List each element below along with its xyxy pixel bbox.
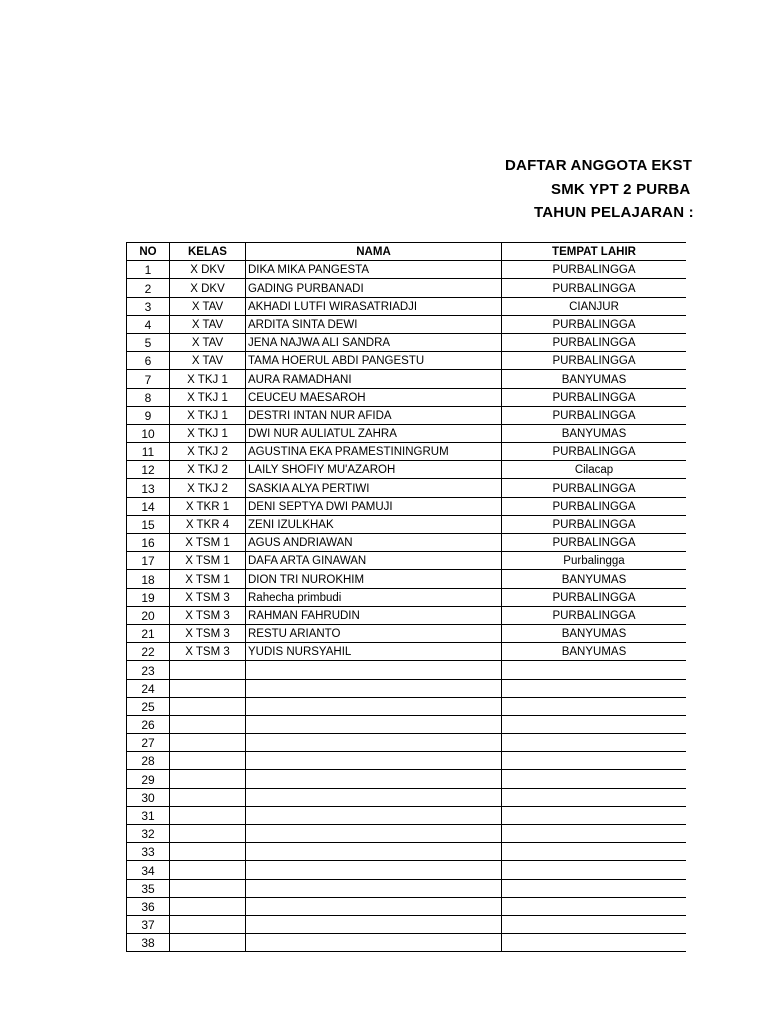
cell-kelas: X TSM 3: [170, 606, 246, 624]
cell-kelas: [170, 734, 246, 752]
cell-no: 10: [127, 424, 170, 442]
table-row: [127, 497, 687, 515]
cell-nama: DESTRI INTAN NUR AFIDA: [246, 406, 502, 424]
cell-tempat-lahir: [502, 806, 687, 824]
cell-tempat-lahir: [502, 879, 687, 897]
cell-nama: AGUSTINA EKA PRAMESTININGRUM: [246, 443, 502, 461]
cell-no: 8: [127, 388, 170, 406]
cell-nama: [246, 915, 502, 933]
cell-no: 28: [127, 752, 170, 770]
cell-no: 24: [127, 679, 170, 697]
cell-tempat-lahir: [502, 715, 687, 733]
cell-nama: [246, 734, 502, 752]
cell-no: 26: [127, 715, 170, 733]
table-row: [127, 352, 687, 370]
cell-no: 22: [127, 643, 170, 661]
cell-kelas: X TKJ 1: [170, 424, 246, 442]
cell-nama: RESTU ARIANTO: [246, 624, 502, 642]
table-row: [127, 752, 687, 770]
table-row: [127, 679, 687, 697]
cell-kelas: X TAV: [170, 315, 246, 333]
cell-tempat-lahir: Cilacap: [502, 461, 687, 479]
cell-nama: [246, 879, 502, 897]
cell-kelas: X TKJ 2: [170, 443, 246, 461]
cell-tempat-lahir: PURBALINGGA: [502, 279, 687, 297]
table-row: [127, 788, 687, 806]
cell-nama: AGUS ANDRIAWAN: [246, 534, 502, 552]
table-body: [127, 261, 687, 952]
cell-no: 4: [127, 315, 170, 333]
cell-no: 9: [127, 406, 170, 424]
cell-kelas: X TSM 1: [170, 570, 246, 588]
cell-no: 3: [127, 297, 170, 315]
cell-nama: GADING PURBANADI: [246, 279, 502, 297]
cell-no: 15: [127, 515, 170, 533]
cell-no: 11: [127, 443, 170, 461]
cell-nama: [246, 825, 502, 843]
cell-tempat-lahir: [502, 734, 687, 752]
table-row: [127, 370, 687, 388]
cell-nama: [246, 770, 502, 788]
cell-tempat-lahir: [502, 679, 687, 697]
cell-kelas: [170, 825, 246, 843]
cell-kelas: [170, 934, 246, 952]
cell-no: 16: [127, 534, 170, 552]
cell-nama: [246, 934, 502, 952]
cell-nama: [246, 788, 502, 806]
cell-nama: JENA NAJWA ALI SANDRA: [246, 333, 502, 351]
cell-tempat-lahir: PURBALINGGA: [502, 497, 687, 515]
cell-nama: TAMA HOERUL ABDI PANGESTU: [246, 352, 502, 370]
cell-tempat-lahir: CIANJUR: [502, 297, 687, 315]
cell-no: 27: [127, 734, 170, 752]
cell-nama: SASKIA ALYA PERTIWI: [246, 479, 502, 497]
cell-kelas: [170, 915, 246, 933]
table-row: [127, 715, 687, 733]
cell-kelas: [170, 843, 246, 861]
roster-table: [126, 242, 686, 952]
table-row: [127, 406, 687, 424]
cell-tempat-lahir: BANYUMAS: [502, 643, 687, 661]
table-row: [127, 624, 687, 642]
cell-kelas: [170, 879, 246, 897]
cell-tempat-lahir: [502, 897, 687, 915]
cell-tempat-lahir: [502, 788, 687, 806]
table-row: [127, 861, 687, 879]
table-row: [127, 825, 687, 843]
cell-tempat-lahir: PURBALINGGA: [502, 261, 687, 279]
cell-nama: [246, 661, 502, 679]
cell-kelas: [170, 770, 246, 788]
cell-tempat-lahir: [502, 915, 687, 933]
table-row: [127, 661, 687, 679]
cell-nama: ZENI IZULKHAK: [246, 515, 502, 533]
cell-kelas: [170, 752, 246, 770]
title-line-1: DAFTAR ANGGOTA EKST: [505, 157, 693, 174]
cell-kelas: X TKR 1: [170, 497, 246, 515]
cell-no: 20: [127, 606, 170, 624]
cell-tempat-lahir: [502, 752, 687, 770]
cell-nama: ARDITA SINTA DEWI: [246, 315, 502, 333]
cell-nama: LAILY SHOFIY MU'AZAROH: [246, 461, 502, 479]
cell-no: 21: [127, 624, 170, 642]
cell-kelas: X TSM 3: [170, 624, 246, 642]
header-tempat-lahir: TEMPAT LAHIR: [502, 243, 687, 261]
cell-tempat-lahir: [502, 697, 687, 715]
table-row: [127, 879, 687, 897]
cell-no: 25: [127, 697, 170, 715]
cell-nama: AKHADI LUTFI WIRASATRIADJI: [246, 297, 502, 315]
cell-kelas: X DKV: [170, 261, 246, 279]
cell-no: 12: [127, 461, 170, 479]
cell-no: 36: [127, 897, 170, 915]
cell-no: 7: [127, 370, 170, 388]
table-row: [127, 570, 687, 588]
cell-kelas: X TAV: [170, 333, 246, 351]
cell-tempat-lahir: BANYUMAS: [502, 370, 687, 388]
cell-no: 13: [127, 479, 170, 497]
cell-tempat-lahir: [502, 934, 687, 952]
cell-no: 30: [127, 788, 170, 806]
cell-no: 37: [127, 915, 170, 933]
header-no: NO: [127, 243, 170, 261]
cell-kelas: X TAV: [170, 297, 246, 315]
table-row: [127, 697, 687, 715]
table-row: [127, 770, 687, 788]
table-row: [127, 606, 687, 624]
cell-no: 5: [127, 333, 170, 351]
cell-nama: [246, 715, 502, 733]
table-row: [127, 333, 687, 351]
cell-no: 35: [127, 879, 170, 897]
cell-no: 29: [127, 770, 170, 788]
cell-kelas: X TAV: [170, 352, 246, 370]
cell-nama: [246, 679, 502, 697]
table-row: [127, 915, 687, 933]
cell-no: 38: [127, 934, 170, 952]
cell-tempat-lahir: [502, 861, 687, 879]
table-row: [127, 843, 687, 861]
cell-kelas: [170, 897, 246, 915]
cell-nama: DWI NUR AULIATUL ZAHRA: [246, 424, 502, 442]
cell-tempat-lahir: [502, 825, 687, 843]
cell-tempat-lahir: BANYUMAS: [502, 424, 687, 442]
cell-nama: [246, 806, 502, 824]
cell-tempat-lahir: [502, 661, 687, 679]
cell-tempat-lahir: PURBALINGGA: [502, 352, 687, 370]
cell-no: 33: [127, 843, 170, 861]
cell-kelas: X TSM 3: [170, 643, 246, 661]
roster-table-container: [126, 242, 686, 956]
cell-nama: [246, 752, 502, 770]
cell-nama: YUDIS NURSYAHIL: [246, 643, 502, 661]
cell-kelas: X TSM 1: [170, 534, 246, 552]
cell-nama: AURA RAMADHANI: [246, 370, 502, 388]
table-row: [127, 315, 687, 333]
cell-no: 31: [127, 806, 170, 824]
cell-tempat-lahir: PURBALINGGA: [502, 388, 687, 406]
cell-nama: [246, 843, 502, 861]
cell-tempat-lahir: [502, 843, 687, 861]
cell-nama: CEUCEU MAESAROH: [246, 388, 502, 406]
cell-kelas: [170, 806, 246, 824]
cell-tempat-lahir: [502, 770, 687, 788]
cell-tempat-lahir: PURBALINGGA: [502, 479, 687, 497]
cell-nama: DENI SEPTYA DWI PAMUJI: [246, 497, 502, 515]
cell-no: 14: [127, 497, 170, 515]
cell-nama: RAHMAN FAHRUDIN: [246, 606, 502, 624]
table-row: [127, 479, 687, 497]
cell-nama: [246, 697, 502, 715]
table-row: [127, 443, 687, 461]
table-row: [127, 552, 687, 570]
cell-tempat-lahir: PURBALINGGA: [502, 443, 687, 461]
cell-nama: [246, 897, 502, 915]
table-row: [127, 534, 687, 552]
cell-kelas: X TSM 1: [170, 552, 246, 570]
cell-nama: DION TRI NUROKHIM: [246, 570, 502, 588]
table-row: [127, 734, 687, 752]
cell-no: 18: [127, 570, 170, 588]
table-row: [127, 806, 687, 824]
cell-kelas: [170, 679, 246, 697]
cell-tempat-lahir: PURBALINGGA: [502, 333, 687, 351]
header-kelas: KELAS: [170, 243, 246, 261]
table-row: [127, 897, 687, 915]
cell-tempat-lahir: PURBALINGGA: [502, 315, 687, 333]
cell-tempat-lahir: BANYUMAS: [502, 570, 687, 588]
table-row: [127, 424, 687, 442]
cell-kelas: X DKV: [170, 279, 246, 297]
table-row: [127, 388, 687, 406]
cell-kelas: [170, 697, 246, 715]
cell-kelas: [170, 861, 246, 879]
cell-no: 1: [127, 261, 170, 279]
table-row: [127, 279, 687, 297]
cell-kelas: X TKJ 1: [170, 370, 246, 388]
cell-no: 2: [127, 279, 170, 297]
cell-tempat-lahir: PURBALINGGA: [502, 606, 687, 624]
cell-tempat-lahir: PURBALINGGA: [502, 534, 687, 552]
cell-kelas: X TSM 3: [170, 588, 246, 606]
cell-tempat-lahir: PURBALINGGA: [502, 406, 687, 424]
cell-tempat-lahir: PURBALINGGA: [502, 588, 687, 606]
cell-kelas: [170, 715, 246, 733]
cell-no: 6: [127, 352, 170, 370]
cell-kelas: X TKJ 2: [170, 461, 246, 479]
cell-no: 17: [127, 552, 170, 570]
cell-kelas: [170, 788, 246, 806]
table-row: [127, 297, 687, 315]
header-nama: NAMA: [246, 243, 502, 261]
cell-nama: DIKA MIKA PANGESTA: [246, 261, 502, 279]
table-header-row: [127, 243, 687, 261]
cell-nama: DAFA ARTA GINAWAN: [246, 552, 502, 570]
cell-kelas: X TKJ 2: [170, 479, 246, 497]
cell-no: 32: [127, 825, 170, 843]
cell-kelas: X TKR 4: [170, 515, 246, 533]
cell-tempat-lahir: Purbalingga: [502, 552, 687, 570]
cell-kelas: X TKJ 1: [170, 388, 246, 406]
table-row: [127, 588, 687, 606]
cell-tempat-lahir: PURBALINGGA: [502, 515, 687, 533]
cell-nama: [246, 861, 502, 879]
cell-tempat-lahir: BANYUMAS: [502, 624, 687, 642]
title-line-2: SMK YPT 2 PURBA: [551, 181, 691, 198]
cell-no: 23: [127, 661, 170, 679]
cell-kelas: [170, 661, 246, 679]
table-row: [127, 261, 687, 279]
cell-nama: Rahecha primbudi: [246, 588, 502, 606]
table-row: [127, 934, 687, 952]
table-row: [127, 461, 687, 479]
cell-no: 19: [127, 588, 170, 606]
table-row: [127, 643, 687, 661]
cell-no: 34: [127, 861, 170, 879]
document-title: [0, 0, 768, 240]
table-row: [127, 515, 687, 533]
cell-kelas: X TKJ 1: [170, 406, 246, 424]
title-line-3: TAHUN PELAJARAN :: [534, 204, 694, 221]
